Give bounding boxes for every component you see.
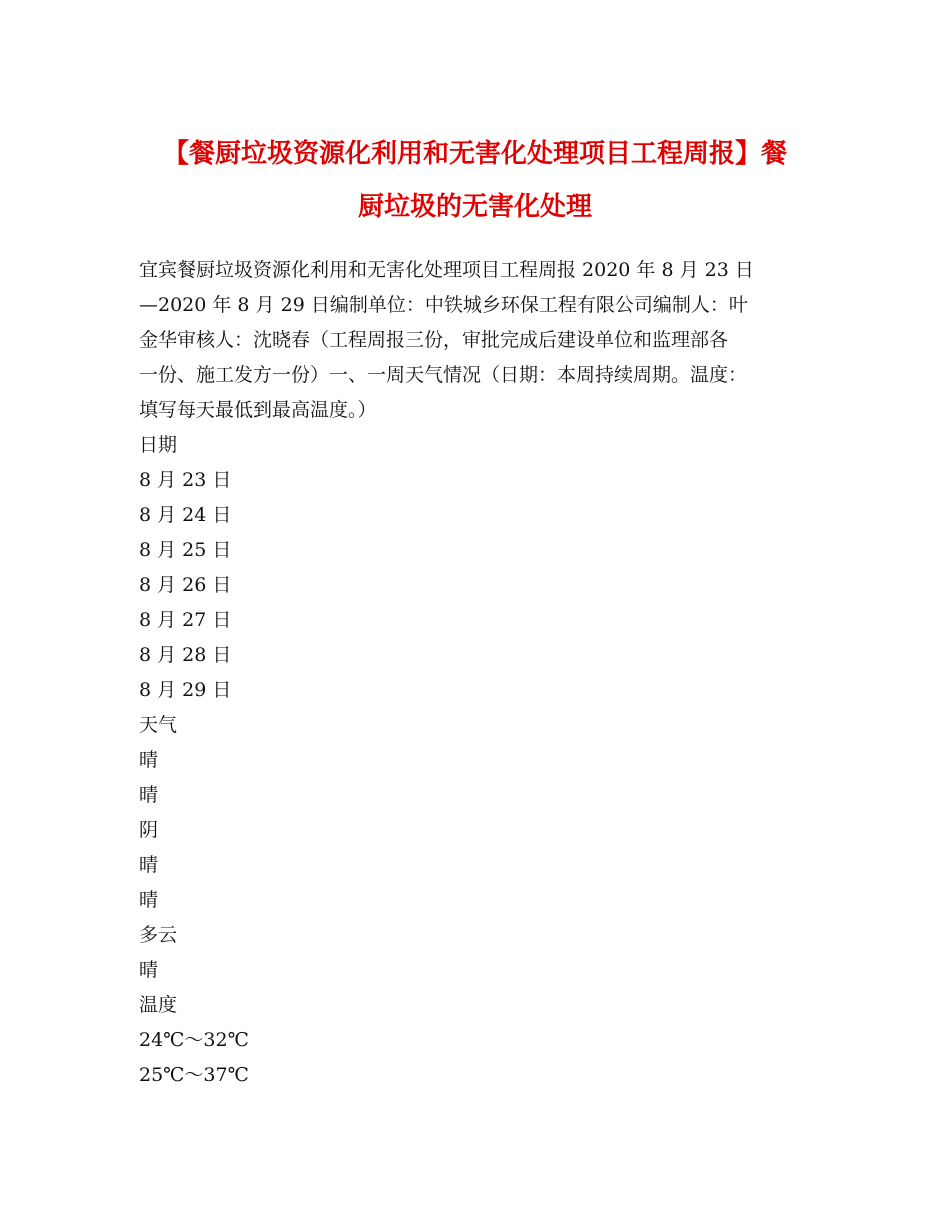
- weather-item: 阴: [139, 819, 159, 841]
- date-item: 8 月 27 日: [139, 609, 232, 631]
- date-item: 8 月 28 日: [139, 644, 232, 666]
- intro-line: 一份、施工发方一份）一、一周天气情况（日期：本周持续周期。温度：: [139, 364, 748, 386]
- intro-paragraph: [139, 253, 829, 428]
- document-title: [120, 128, 830, 234]
- date-item: 8 月 23 日: [139, 469, 232, 491]
- date-item: 8 月 26 日: [139, 574, 232, 596]
- date-header: 日期: [139, 434, 178, 456]
- weather-item: 晴: [139, 749, 159, 771]
- intro-line: 填写每天最低到最高温度。）: [139, 399, 377, 421]
- temperature-header: 温度: [139, 994, 178, 1016]
- intro-line: 宜宾餐厨垃圾资源化利用和无害化处理项目工程周报 2020 年 8 月 23 日: [139, 259, 754, 281]
- date-item: 8 月 25 日: [139, 539, 232, 561]
- document-body: [139, 253, 829, 1093]
- date-item: 8 月 29 日: [139, 679, 232, 701]
- intro-line: —2020 年 8 月 29 日编制单位：中铁城乡环保工程有限公司编制人：叶: [139, 294, 748, 316]
- date-item: 8 月 24 日: [139, 504, 232, 526]
- temperature-item: 24℃～32℃: [139, 1029, 249, 1051]
- weather-item: 晴: [139, 959, 159, 981]
- weather-item: 晴: [139, 854, 159, 876]
- weather-header: 天气: [139, 714, 178, 736]
- weather-item: 晴: [139, 784, 159, 806]
- title-line: 【餐厨垃圾资源化利用和无害化处理项目工程周报】餐: [162, 139, 787, 169]
- intro-line: 金华审核人：沈晓春（工程周报三份，审批完成后建设单位和监理部各: [139, 329, 729, 351]
- weather-item: 晴: [139, 889, 159, 911]
- weather-item: 多云: [139, 924, 178, 946]
- temperature-item: 25℃～37℃: [139, 1064, 249, 1086]
- title-line: 厨垃圾的无害化处理: [357, 192, 592, 222]
